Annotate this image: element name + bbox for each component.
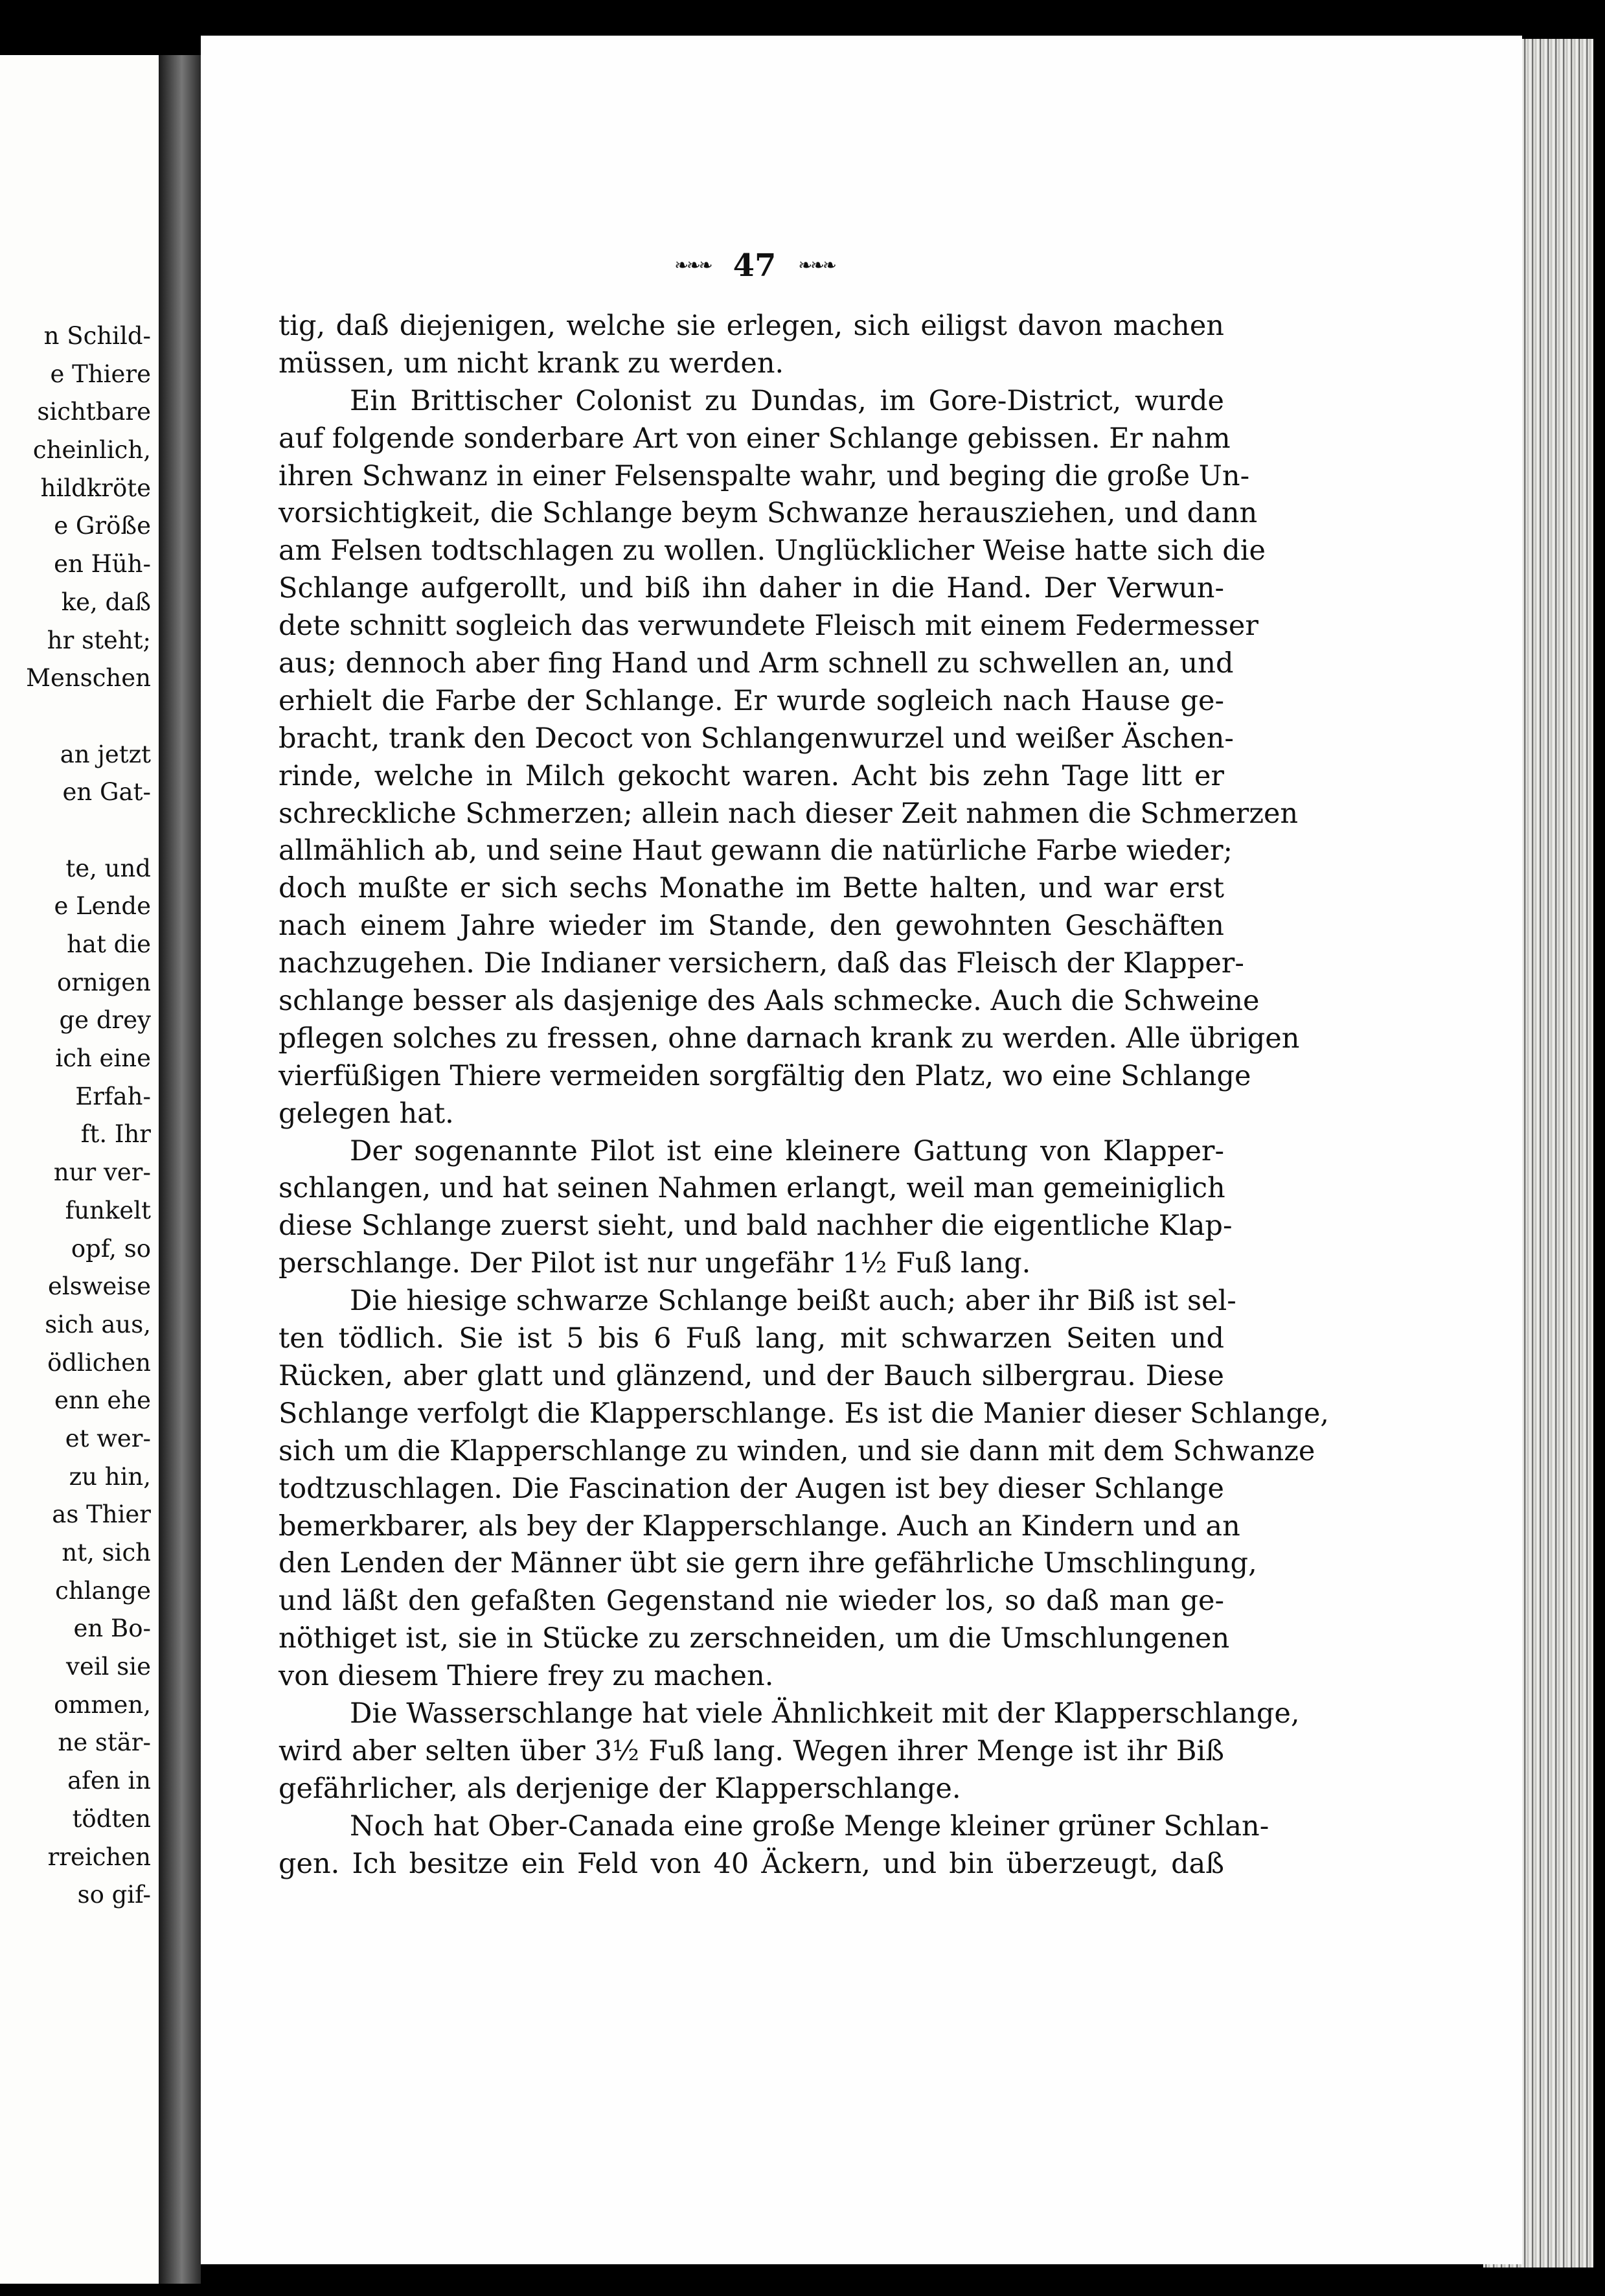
left-page-line: e Thiere — [50, 360, 151, 388]
left-page-line: ich eine — [55, 1044, 151, 1073]
left-page-line: ödlichen — [47, 1348, 151, 1377]
body-text-line: dete schnitt sogleich das verwundete Fleisch mit einem Federmesser — [279, 610, 1258, 643]
page-number: 47 — [733, 247, 777, 284]
left-page-line: ne stär- — [58, 1728, 151, 1757]
left-page-line: ft. Ihr — [80, 1120, 151, 1149]
body-text-line: Schlange verfolgt die Klapperschlange. Es ist die Manier dieser Schlange, — [279, 1397, 1329, 1430]
body-text-line: den Lenden der Männer übt sie gern ihre gefährliche Umschlingung, — [279, 1547, 1257, 1580]
body-text-line: Ein Brittischer Colonist zu Dundas, im Gore-District, wurde — [350, 384, 1224, 417]
left-page-line: opf, so — [71, 1234, 151, 1263]
body-text-line: perschlange. Der Pilot ist nur ungefähr 1½ Fuß lang. — [279, 1247, 1031, 1280]
body-text-line: rinde, welche in Milch gekocht waren. Acht bis zehn Tage litt er — [279, 759, 1224, 792]
left-page-line: zu hin, — [69, 1462, 151, 1491]
left-page-line: elsweise — [47, 1272, 151, 1301]
body-text-line: müssen, um nicht krank zu werden. — [279, 347, 784, 380]
body-text-line: Die hiesige schwarze Schlange beißt auch; aber ihr Biß ist sel- — [350, 1285, 1236, 1318]
book-gutter — [159, 55, 201, 2284]
body-text-line: tig, daß diejenigen, welche sie erlegen, sich eiligst davon machen — [279, 310, 1224, 342]
body-text-line: nach einem Jahre wieder im Stande, den gewohnten Geschäften — [279, 910, 1224, 943]
left-page-line: nt, sich — [62, 1539, 151, 1567]
body-text-line: Der sogenannte Pilot ist eine kleinere Gattung von Klapper- — [350, 1134, 1224, 1167]
left-page-line: ommen, — [54, 1690, 151, 1719]
left-page-line: hildkröte — [40, 474, 151, 502]
body-text-line: am Felsen todtschlagen zu wollen. Unglücklicher Weise hatte sich die — [279, 534, 1266, 568]
left-page-line: n Schild- — [43, 322, 151, 350]
body-text-line: bracht, trank den Decoct von Schlangenwurzel und weißer Äschen- — [279, 722, 1234, 755]
left-page-line: hr steht; — [47, 626, 151, 654]
page-header — [641, 243, 868, 288]
body-text-line: Schlange aufgerollt, und biß ihn daher in die Hand. Der Verwun- — [279, 572, 1224, 605]
body-text-line: wird aber selten über 3½ Fuß lang. Wegen ihrer Menge ist ihr Biß — [279, 1734, 1224, 1767]
body-text-line: und läßt den gefaßten Gegenstand nie wieder los, so daß man ge- — [279, 1585, 1224, 1618]
body-text-line: pflegen solches zu fressen, ohne darnach krank zu werden. Alle übrigen — [279, 1022, 1300, 1055]
body-text-line: todtzuschlagen. Die Fascination der Augen ist bey dieser Schlange — [279, 1472, 1224, 1505]
left-page — [0, 55, 159, 2284]
left-page-line: so gif- — [77, 1881, 151, 1909]
left-page-line: ornigen — [56, 968, 151, 996]
left-page-line: as Thier — [52, 1500, 151, 1529]
header-ornament-right: ❧❧❧ — [798, 256, 835, 275]
body-text-line: diese Schlange zuerst sieht, und bald nachher die eigentliche Klap- — [279, 1210, 1233, 1243]
left-page-line: an jetzt — [60, 740, 151, 768]
left-page-text-fragments — [0, 317, 159, 1914]
body-text-line: nachzugehen. Die Indianer versichern, daß das Fleisch der Klapper- — [279, 947, 1244, 980]
left-page-line: tödten — [72, 1804, 151, 1833]
body-text-line: sich um die Klapperschlange zu winden, und sie dann mit dem Schwanze — [279, 1434, 1315, 1467]
left-page-line: Menschen — [26, 664, 151, 693]
left-page-line: rreichen — [47, 1843, 151, 1871]
left-page-line: funkelt — [65, 1196, 151, 1224]
body-text — [279, 308, 1329, 1883]
left-page-line: chlange — [55, 1576, 151, 1605]
body-text-line: Noch hat Ober-Canada eine große Menge kleiner grüner Schlan- — [350, 1809, 1269, 1843]
body-text-line: doch mußte er sich sechs Monathe im Bette halten, und war erst — [279, 872, 1224, 905]
body-text-line: gefährlicher, als derjenige der Klapperschlange. — [279, 1772, 961, 1805]
body-text-line: bemerkbarer, als bey der Klapperschlange. Auch an Kindern und an — [279, 1510, 1240, 1543]
left-page-line: cheinlich, — [32, 436, 151, 465]
left-page-line: Erfah- — [75, 1082, 151, 1110]
body-text-line: Die Wasserschlange hat viele Ähnlichkeit mit der Klapperschlange, — [350, 1697, 1300, 1730]
left-page-line: e Lende — [54, 892, 151, 921]
left-page-line: sich aus, — [45, 1310, 151, 1338]
body-text-line: schlange besser als dasjenige des Aals schmecke. Auch die Schweine — [279, 985, 1260, 1018]
body-text-line: allmählich ab, und seine Haut gewann die natürliche Farbe wieder; — [279, 834, 1233, 867]
body-text-line: schlangen, und hat seinen Nahmen erlangt, weil man gemeiniglich — [279, 1172, 1225, 1205]
body-text-line: auf folgende sonderbare Art von einer Schlange gebissen. Er nahm — [279, 422, 1231, 455]
left-page-line: nur ver- — [53, 1158, 151, 1187]
body-text-line: ten tödlich. Sie ist 5 bis 6 Fuß lang, mit schwarzen Seiten und — [279, 1322, 1224, 1355]
body-text-line: gelegen hat. — [279, 1097, 454, 1130]
left-page-line: enn ehe — [54, 1386, 151, 1415]
left-page-line: en Bo- — [73, 1614, 151, 1643]
header-ornament-left: ❧❧❧ — [674, 256, 711, 275]
body-text-line: Rücken, aber glatt und glänzend, und der Bauch silbergrau. Diese — [279, 1359, 1224, 1392]
left-page-line: veil sie — [66, 1653, 151, 1681]
left-page-line: afen in — [67, 1767, 151, 1795]
body-text-line: vierfüßigen Thiere vermeiden sorgfältig den Platz, wo eine Schlange — [279, 1059, 1251, 1092]
left-page-line: et wer- — [65, 1424, 151, 1452]
left-page-line — [0, 698, 159, 736]
left-page-line: hat die — [67, 930, 151, 958]
body-text-line: ihren Schwanz in einer Felsenspalte wahr, und beging die große Un- — [279, 459, 1250, 492]
left-page-line — [0, 812, 159, 850]
body-text-line: erhielt die Farbe der Schlange. Er wurde sogleich nach Hause ge- — [279, 684, 1224, 717]
body-text-line: schreckliche Schmerzen; allein nach dieser Zeit nahmen die Schmerzen — [279, 797, 1299, 830]
left-page-line: te, und — [65, 854, 151, 882]
body-text-line: nöthiget ist, sie in Stücke zu zerschneiden, um die Umschlungenen — [279, 1622, 1230, 1655]
left-page-line: sichtbare — [37, 398, 151, 426]
left-page-line: ke, daß — [61, 588, 151, 616]
left-page-line: en Hüh- — [54, 550, 151, 579]
left-page-line: en Gat- — [62, 778, 151, 807]
left-page-line: ge drey — [59, 1006, 151, 1035]
body-text-line: aus; dennoch aber fing Hand und Arm schnell zu schwellen an, und — [279, 647, 1234, 680]
body-text-line: gen. Ich besitze ein Feld von 40 Äckern, und bin überzeugt, daß — [279, 1847, 1224, 1880]
left-page-line: e Größe — [54, 512, 151, 540]
body-text-line: von diesem Thiere frey zu machen. — [279, 1660, 774, 1693]
body-text-line: vorsichtigkeit, die Schlange beym Schwanze herausziehen, und dann — [279, 497, 1258, 530]
